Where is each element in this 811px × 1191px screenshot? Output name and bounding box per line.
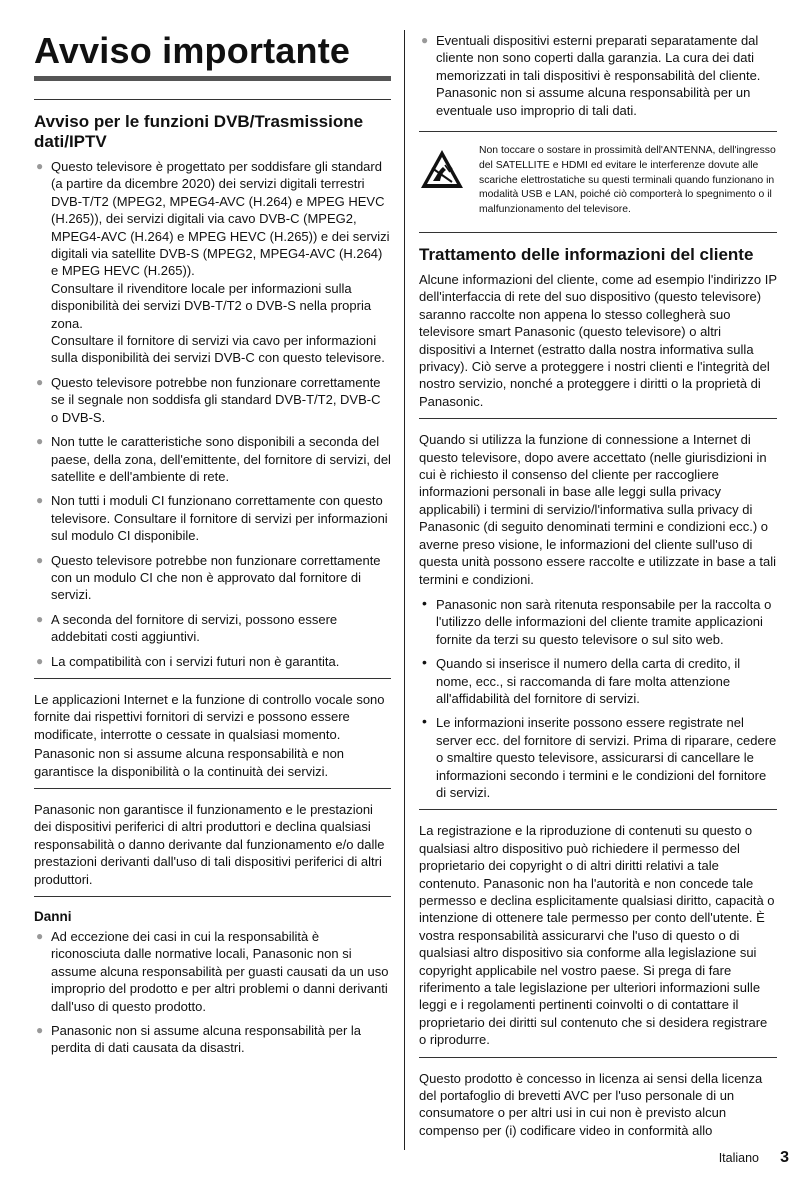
customer-info-heading: Trattamento delle informazioni del cliente bbox=[419, 245, 754, 265]
list-item bbox=[34, 158, 391, 367]
bullet-text-extra: Consultare il rivenditore locale per informazioni sulla disponibilità dei servizi DVB-T/T2 o DVB-S nella propria zona. bbox=[51, 280, 372, 331]
bullet-icon: ● bbox=[36, 1023, 44, 1038]
divider bbox=[419, 1057, 777, 1058]
list-item bbox=[34, 374, 391, 426]
bullet-text: Panasonic non sarà ritenuta responsabile per la raccolta o l'utilizzo delle informazioni del cliente tramite applicazioni fornite da terzi su questo televisore o sul sito web. bbox=[436, 596, 772, 647]
page-number: 3 bbox=[780, 1149, 789, 1166]
list-item bbox=[34, 1022, 391, 1057]
divider bbox=[419, 232, 777, 233]
bullet-icon: ● bbox=[36, 493, 44, 508]
divider bbox=[419, 131, 777, 132]
divider bbox=[34, 788, 391, 789]
divider bbox=[419, 809, 777, 810]
bullet-text: Questo televisore potrebbe non funzionare correttamente con un modulo CI che non è approvato dal fornitore di servizi. bbox=[51, 552, 381, 603]
list-item bbox=[34, 928, 391, 1015]
bullet-icon: ● bbox=[36, 159, 44, 173]
bullet-text: La compatibilità con i servizi futuri non è garantita. bbox=[51, 653, 340, 669]
dvb-heading: Avviso per le funzioni DVB/Trasmissione dati/IPTV bbox=[34, 112, 364, 151]
list-item bbox=[34, 552, 391, 604]
column-divider bbox=[404, 30, 405, 1150]
esd-warning-icon bbox=[419, 148, 465, 190]
bullet-text: Questo televisore è progettato per soddisfare gli standard (a partire da dicembre 2020) dei servizi digitali terrestri DVB-T/T2 (MPEG2, MPEG4-AVC (H.264) e MPEG HEVC (H.265)), dei servizi digitali via cavo DVB-C (MPEG2, MPEG4-AVC (H.264) e MPEG HEVC (H.265)) e dei servizi digitali via satellite DVB-S (MPEG2, MPEG4-AVC (H.264) e MPEG HEVC (H.265)). bbox=[51, 159, 390, 279]
peripherals-text: Panasonic non garantisce il funzionamento e le prestazioni dei dispositivi periferici di altri produttori e declina qualsiasi responsabilità o danno derivante dal funzionamento e/o dalle prestazioni derivanti dall'uso di tali dispositivi periferici di altri produttori. bbox=[34, 802, 385, 887]
bullet-text: Panasonic non si assume alcuna responsabilità per la perdita di dati causata da disastri. bbox=[51, 1023, 362, 1056]
list-item bbox=[34, 492, 391, 544]
divider bbox=[419, 418, 777, 419]
footer-language: Italiano bbox=[718, 1151, 759, 1165]
danni-bullet-list bbox=[34, 928, 391, 1057]
bullet-icon: • bbox=[422, 713, 427, 730]
right-column bbox=[419, 30, 777, 1147]
customer-info-text: Alcune informazioni del cliente, come ad esempio l'indirizzo IP dell'interfaccia di rete del suo dispositivo (questo televisore) saranno raccolte non appena lo stesso collegherà suo televisore smart Panasonic (questo televisore) o altri dispositivi a Internet (estratto dalla nostra informativa sulla privacy). Ciò serve a proteggere i nostri clienti e l'integrità del nostro servizio, nonché a proteggere i diritti o la proprietà di Panasonic. bbox=[419, 272, 777, 409]
list-item bbox=[34, 653, 391, 670]
title-underline bbox=[34, 76, 391, 81]
bullet-text: Le informazioni inserite possono essere registrate nel server ecc. del fornitore di servizi. Prima di riparare, cedere o smaltire questo televisore, assicurarsi di cancellare le informazioni secondo i termini e le condizioni del fornitore di servizi. bbox=[436, 715, 777, 800]
list-item bbox=[419, 596, 777, 648]
antenna-warning bbox=[419, 144, 777, 218]
divider bbox=[34, 678, 391, 679]
external-devices-list bbox=[419, 32, 777, 119]
internet-apps-text: Le applicazioni Internet e la funzione di controllo vocale sono fornite dai rispettivi fornitori di servizi e possono essere modificate, interrotte o cessate in qualsiasi momento. bbox=[34, 691, 385, 742]
dvb-bullet-list bbox=[34, 158, 391, 670]
divider bbox=[34, 99, 391, 100]
bullet-icon: ● bbox=[421, 33, 429, 47]
bullet-text: Non tutte le caratteristiche sono disponibili a seconda del paese, della zona, dell'emittente, del fornitore di servizi, del satellite e dell'ambiente di rete. bbox=[51, 434, 391, 484]
internet-apps-text: Panasonic non si assume alcuna responsabilità e non garantisce la disponibilità o la continuità dei servizi. bbox=[34, 746, 345, 779]
bullet-text: Non tutti i moduli CI funzionano correttamente con questo televisore. Consultare il fornitore di servizi per informazioni sul modulo CI disponibile. bbox=[51, 493, 388, 544]
danni-heading: Danni bbox=[34, 909, 72, 925]
bullet-text: Quando si inserisce il numero della carta di credito, il nome, ecc., si raccomanda di fare molta attenzione all'affidabilità del fornitore di servizi. bbox=[436, 656, 741, 706]
left-column bbox=[34, 30, 391, 1064]
list-item bbox=[419, 714, 777, 801]
bullet-icon: ● bbox=[36, 653, 44, 668]
list-item bbox=[419, 32, 777, 119]
page-title: Avviso importante bbox=[34, 30, 351, 71]
avc-license-text: Questo prodotto è concesso in licenza ai sensi della licenza del portafoglio di brevetti AVC per l'uso personale di un consumatore o per altri usi in cui non è previsto alcun compenso per (i) codificare video in conformità allo bbox=[419, 1070, 763, 1138]
list-item bbox=[419, 655, 777, 707]
bullet-text-extra: Consultare il fornitore di servizi via cavo per informazioni sulla disponibilità dei servizi DVB-C con questo televisore. bbox=[51, 333, 385, 366]
list-item bbox=[34, 433, 391, 485]
bullet-text: Ad eccezione dei casi in cui la responsabilità è riconosciuta dalle normative locali, Panasonic non si assume alcuna responsabilità per guasti causati da un uso improprio del prodotto e per altri problemi o danni derivanti dall'uso di questo prodotto. bbox=[51, 929, 389, 1014]
bullet-text: A seconda del fornitore di servizi, possono essere addebitati costi aggiuntivi. bbox=[51, 611, 338, 645]
bullet-icon: ● bbox=[36, 611, 44, 626]
bullet-icon: ● bbox=[36, 552, 44, 567]
bullet-text: Eventuali dispositivi esterni preparati separatamente dal cliente non sono coperti dalla garanzia. La cura dei dati memorizzati in tali dispositivi è responsabilità del cliente. Panasonic non si assume alcuna responsabilità per un eventuale uso improprio di tali dati. bbox=[436, 33, 761, 118]
bullet-icon: ● bbox=[36, 374, 44, 389]
bullet-icon: • bbox=[422, 594, 427, 611]
customer-info-bullet-list bbox=[419, 596, 777, 801]
bullet-icon: ● bbox=[36, 434, 44, 449]
copyright-text: La registrazione e la riproduzione di contenuti su questo o qualsiasi altro dispositivo può richiedere il permesso del proprietario dei copyright o di altri diritti relativi a tale contenuto. Panasonic non ha l'autorità e non concede tale permesso e declina esplicitamente qualsiasi diritto, capacità o intenzione di ottenere tale permesso per conto dell'utente. È vostra responsabilità assicurarvi che l'uso di questo o di qualsiasi altro dispositivo sia conforme alla legislazione sui copyright applicabile nel vostro paese. Si prega di fare riferimento a tale legislazione per ulteriori informazioni sulle leggi e i regolamenti pertinenti coinvolti o di contattare il proprietario dei diritti sul contenuto che si desidera registrare o riprodurre. bbox=[419, 823, 775, 1048]
list-item bbox=[34, 611, 391, 646]
divider bbox=[34, 896, 391, 897]
bullet-icon: • bbox=[422, 654, 427, 671]
bullet-icon: ● bbox=[36, 929, 44, 944]
internet-consent-text: Quando si utilizza la funzione di connessione a Internet di questo televisore, dopo avere accettato (nelle giurisdizioni in cui è richiesto il consenso del cliente per raccogliere informazioni personali in base alle leggi sulla privacy applicabili) i termini di servizio/l'informativa sulla privacy di Panasonic (di seguito denominati termini e condizioni ecc.) o averne preso visione, le informazioni del cliente sull'uso di questa unità possono essere raccolte e utilizzate in base a tali termini e condizioni. bbox=[419, 432, 776, 587]
bullet-text: Questo televisore potrebbe non funzionare correttamente se il segnale non soddisfa gli standard DVB-T/T2, DVB-C o DVB-S. bbox=[51, 374, 381, 425]
antenna-warning-text: Non toccare o sostare in prossimità dell'ANTENNA, dell'ingresso del SATELLITE e HDMI ed evitare le interferenze dovute alle scariche elettrostatiche su questi terminali quando funzionano in modalità USB e LAN, poiché ciò comporterà lo spegnimento o il malfunzionamento del televisore. bbox=[479, 145, 776, 216]
